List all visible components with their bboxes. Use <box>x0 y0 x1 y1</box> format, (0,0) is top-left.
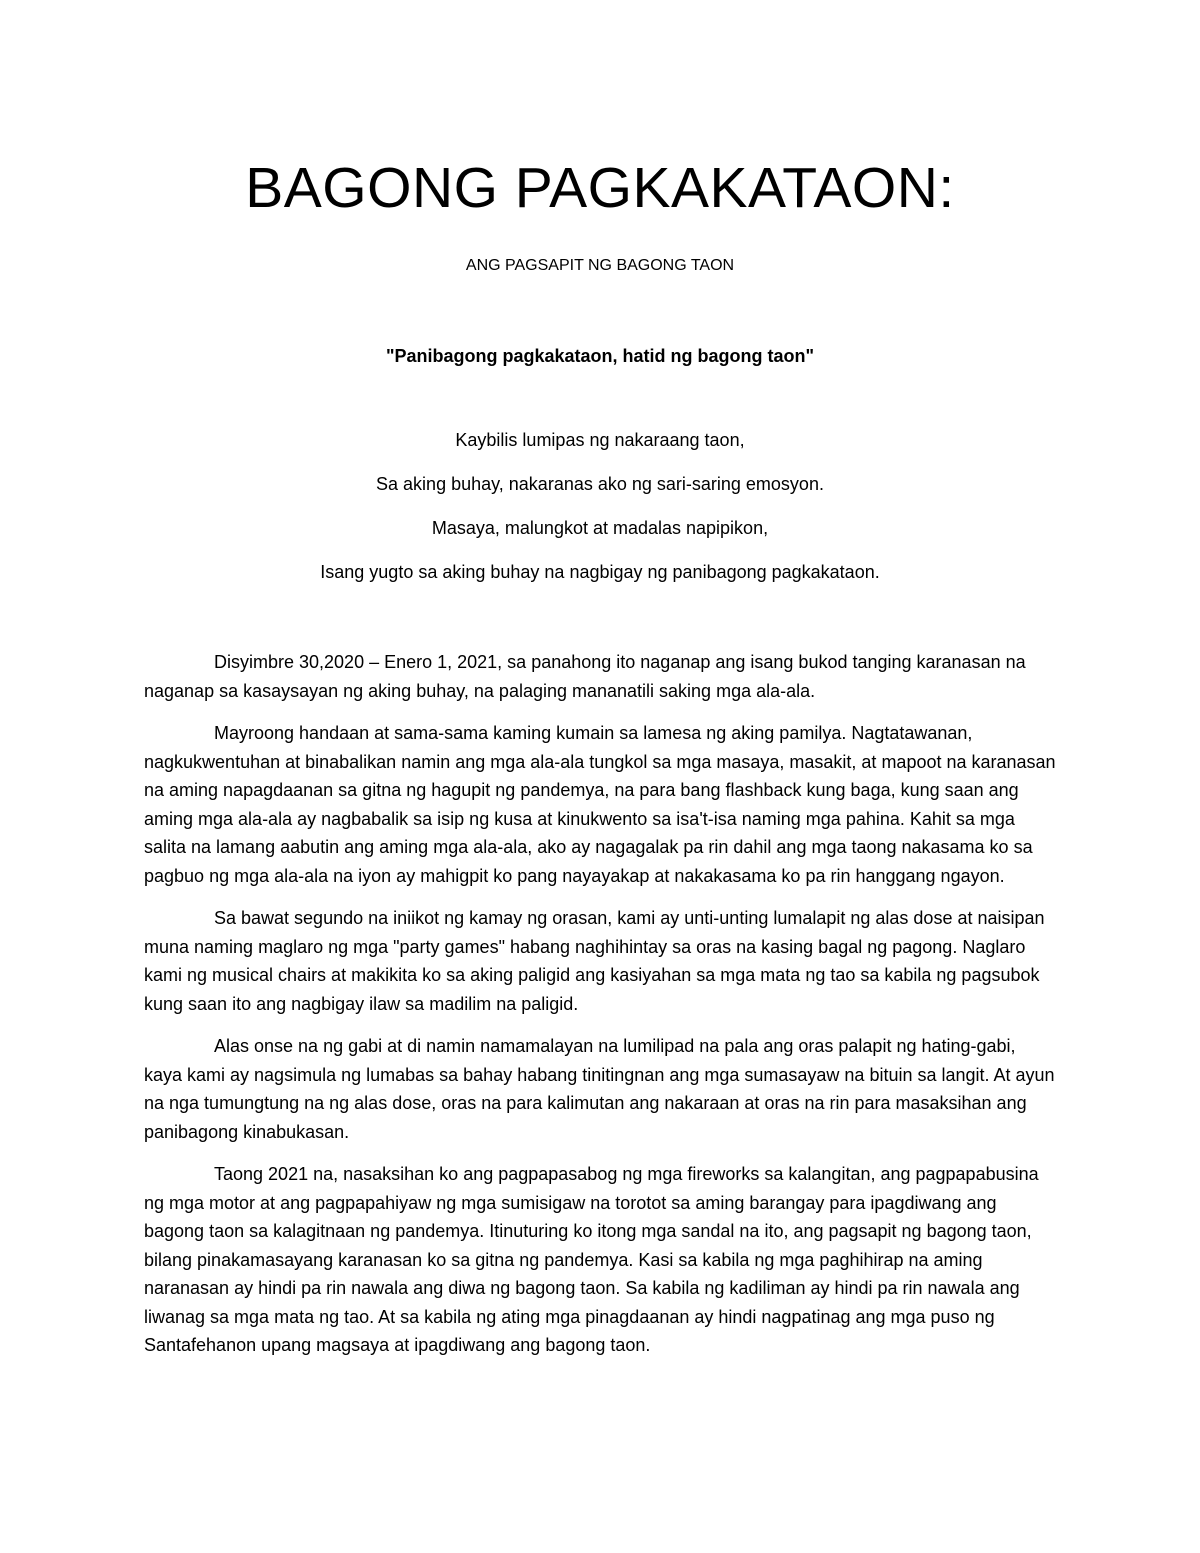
stanza-line: Masaya, malungkot at madalas napipikon, <box>431 518 769 538</box>
stanza-line: Isang yugto sa aking buhay na nagbigay ng panibagong pagkakataon. <box>320 562 880 582</box>
document-title: BAGONG PAGKAKATAON: <box>245 156 955 220</box>
document-body <box>144 648 1058 1374</box>
document-subtitle: ANG PAGSAPIT NG BAGONG TAON <box>465 257 735 274</box>
body-paragraph: Disyimbre 30,2020 – Enero 1, 2021, sa panahong ito naganap ang isang bukod tanging karanasan na naganap sa kasaysayan ng aking buhay, na palaging mananatili saking mga ala-ala. <box>144 652 1026 701</box>
body-paragraph: Sa bawat segundo na iniikot ng kamay ng orasan, kami ay unti-unting lumalapit ng alas dose at naisipan muna naming maglaro ng mga "party games" habang naghihintay sa oras na kasing bagal ng pagong. Naglaro kami ng musical chairs at makikita ko sa aking paligid ang kasiyahan sa mga mata ng tao sa kabila ng pagsubok kung saan ito ang nagbigay ilaw sa madilim na paligid. <box>144 908 1045 1014</box>
poem-stanza <box>0 428 1200 604</box>
body-paragraph: Mayroong handaan at sama-sama kaming kumain sa lamesa ng aking pamilya. Nagtatawanan, nagkukwentuhan at binabalikan namin ang mga ala-ala tungkol sa mga masaya, masakit, at mapoot na karanasan na aming napagdaanan sa gitna ng hagupit ng pandemya, na para bang flashback kung baga, kung saan ang aming mga ala-ala ay nagbabalik sa isip ng kusa at kinukwento sa isa't-isa naming mga pahina. Kahit sa mga salita na lamang aabutin ang aming mga ala-ala, ako ay nagagalak pa rin dahil ang mga taong nakasama ko sa pagbuo ng mga ala-ala na iyon ay mahigpit ko pang nayayakap at nakakasama ko pa rin hanggang ngayon. <box>144 723 1056 886</box>
document-quote: "Panibagong pagkakataon, hatid ng bagong taon" <box>385 346 815 366</box>
body-paragraph: Taong 2021 na, nasaksihan ko ang pagpapasabog ng mga fireworks sa kalangitan, ang pagpapabusina ng mga motor at ang pagpapahiyaw ng mga sumisigaw na torotot sa aming barangay para ipagdiwang ang bagong taon sa kalagitnaan ng pandemya. Itinuturing ko itong mga sandal na ito, ang pagsapit ng bagong taon, bilang pinakamasayang karanasan ko sa gitna ng pandemya. Kasi sa kabila ng mga paghihirap na aming naranasan ay hindi pa rin nawala ang diwa ng bagong taon. Sa kabila ng kadiliman ay hindi pa rin nawala ang liwanag sa mga mata ng tao. At sa kabila ng ating mga pinagdaanan ay hindi nagpatinag ang mga puso ng Santafehanon upang magsaya at ipagdiwang ang bagong taon. <box>144 1164 1039 1355</box>
body-paragraph: Alas onse na ng gabi at di namin namamalayan na lumilipad na pala ang oras palapit ng hating-gabi, kaya kami ay nagsimula ng lumabas sa bahay habang tinitingnan ang mga sumasayaw na bituin sa langit. At ayun na nga tumungtung na ng alas dose, oras na para kalimutan ang nakaraan at oras na rin para masaksihan ang panibagong kinabukasan. <box>144 1036 1055 1142</box>
stanza-line: Sa aking buhay, nakaranas ako ng sari-saring emosyon. <box>376 474 824 494</box>
stanza-line: Kaybilis lumipas ng nakaraang taon, <box>455 430 745 450</box>
